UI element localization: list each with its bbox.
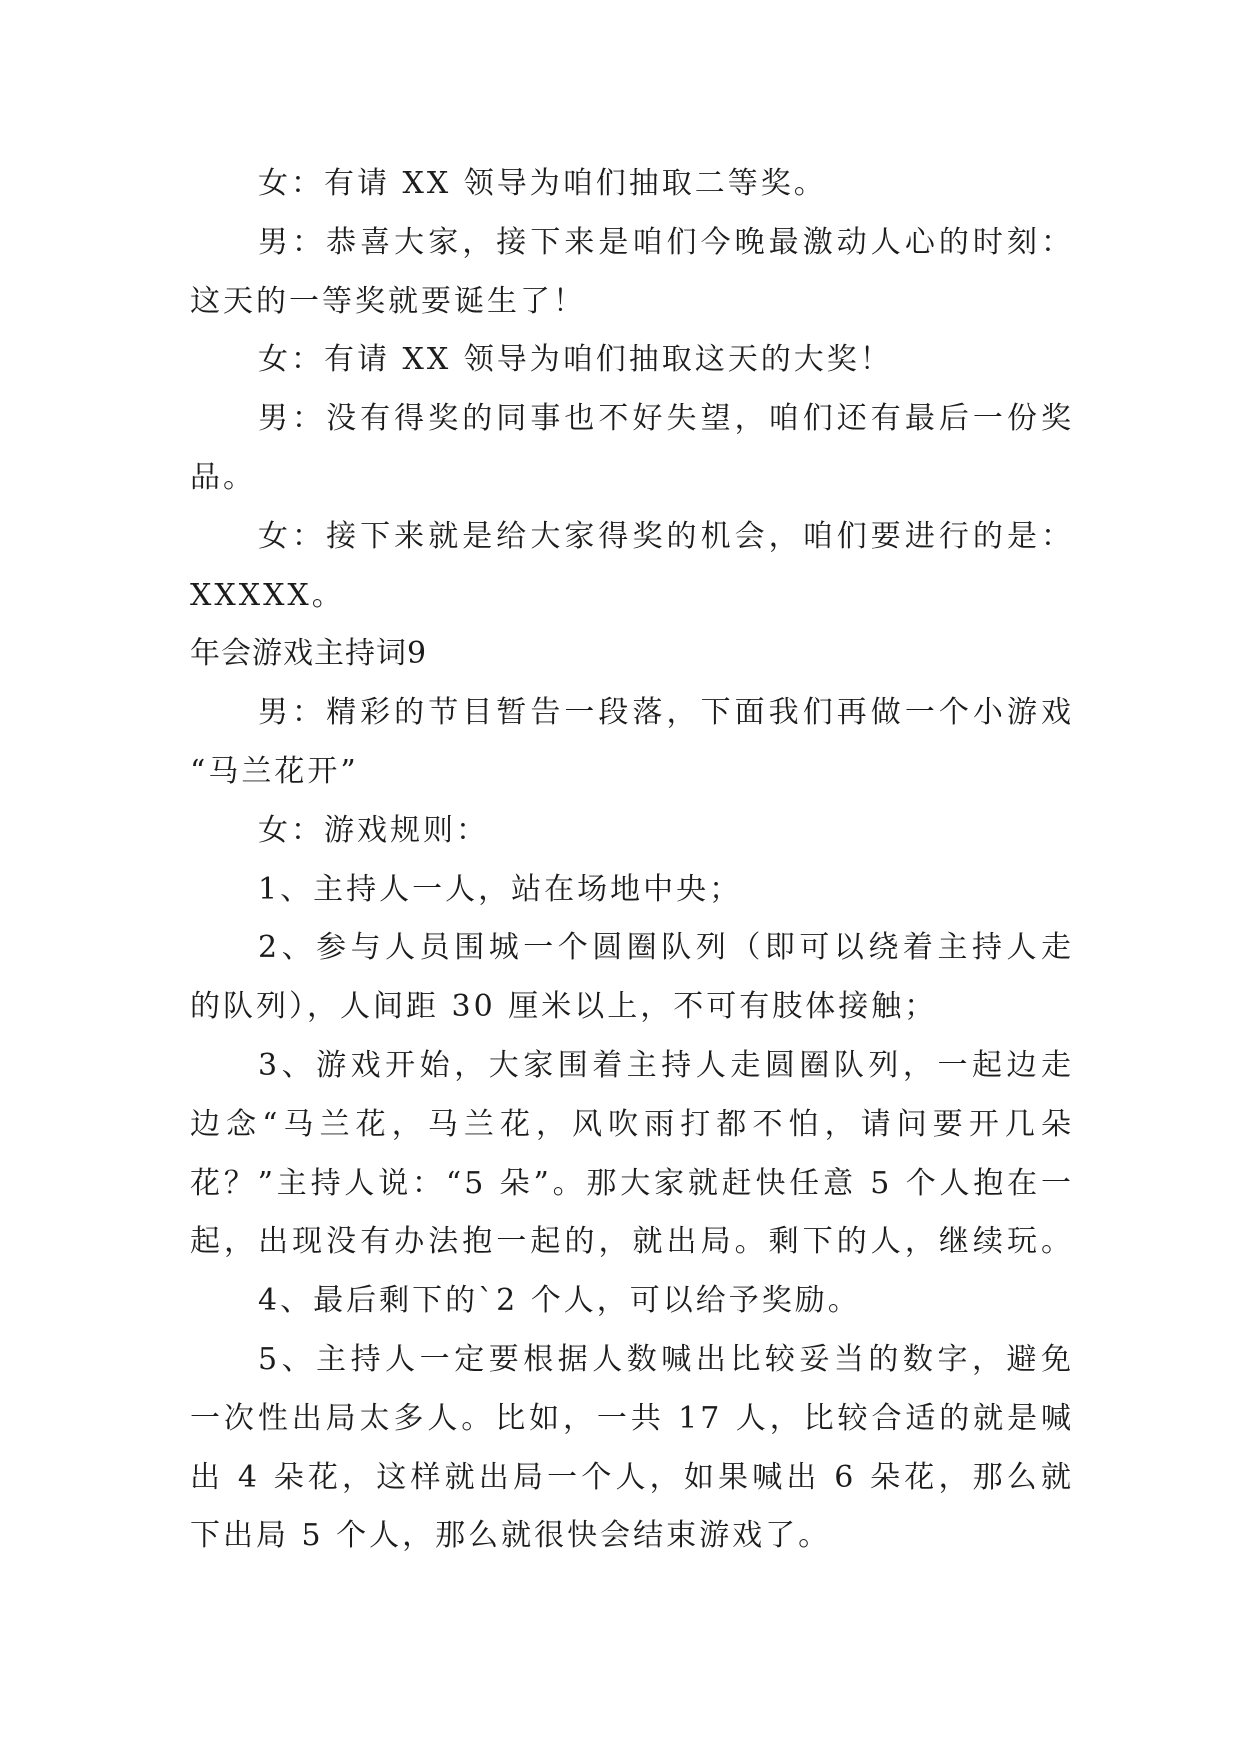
text-line: 男：没有得奖的同事也不好失望，咱们还有最后一份奖 <box>258 401 1074 437</box>
list-item <box>190 1331 1074 1566</box>
list-item <box>190 861 1074 920</box>
text-line: 女：有请 XX 领导为咱们抽取这天的大奖！ <box>258 342 893 378</box>
text-line: “马兰花开” <box>190 753 359 789</box>
list-item <box>190 1272 1074 1331</box>
list-item <box>190 1037 1074 1272</box>
text-line: 2、参与人员围城一个圆圈队列（即可以绕着主持人走 <box>258 930 1074 966</box>
document-body <box>190 155 1074 1566</box>
list-item <box>190 919 1074 1037</box>
paragraph <box>190 331 1074 390</box>
text-line: 5、主持人一定要根据人数喊出比较妥当的数字，避免 <box>258 1341 1074 1377</box>
text-line: 的队列），人间距 30 厘米以上，不可有肢体接触； <box>190 989 938 1025</box>
text-line: 花？”主持人说：“5 朵”。那大家就赶快任意 5 个人抱在一 <box>190 1165 1074 1201</box>
text-line: 品。 <box>190 459 256 495</box>
text-line: 男：恭喜大家，接下来是咱们今晚最激动人心的时刻： <box>258 224 1074 260</box>
text-line: 4、最后剩下的`2 个人，可以给予奖励。 <box>258 1283 861 1319</box>
paragraph <box>190 214 1074 332</box>
paragraph <box>190 802 1074 861</box>
section-heading <box>190 625 1074 684</box>
text-line: 1、主持人一人，站在场地中央； <box>258 871 743 907</box>
text-line: 女：游戏规则： <box>258 812 489 848</box>
text-line: 这天的一等奖就要诞生了！ <box>190 283 586 319</box>
text-line: 起，出现没有办法抱一起的，就出局。剩下的人，继续玩。 <box>190 1224 1074 1260</box>
text-line: 女：有请 XX 领导为咱们抽取二等奖。 <box>258 166 827 201</box>
paragraph <box>190 390 1074 508</box>
text-line: 3、游戏开始，大家围着主持人走圆圈队列，一起边走 <box>258 1047 1074 1083</box>
paragraph <box>190 155 1074 214</box>
text-line: 下出局 5 个人，那么就很快会结束游戏了。 <box>190 1518 832 1554</box>
text-line: 出 4 朵花，这样就出局一个人，如果喊出 6 朵花，那么就 <box>190 1459 1074 1495</box>
paragraph <box>190 508 1074 626</box>
paragraph <box>190 684 1074 802</box>
text-line: 女：接下来就是给大家得奖的机会，咱们要进行的是： <box>258 518 1074 554</box>
text-line: 边念“马兰花，马兰花，风吹雨打都不怕，请问要开几朵 <box>190 1106 1074 1142</box>
text-line: XXXXX。 <box>190 577 345 613</box>
text-line: 一次性出局太多人。比如，一共 17 人，比较合适的就是喊 <box>190 1400 1074 1436</box>
section-heading-text: 年会游戏主持词9 <box>190 636 428 672</box>
text-line: 男：精彩的节目暂告一段落，下面我们再做一个小游戏 <box>258 695 1074 731</box>
